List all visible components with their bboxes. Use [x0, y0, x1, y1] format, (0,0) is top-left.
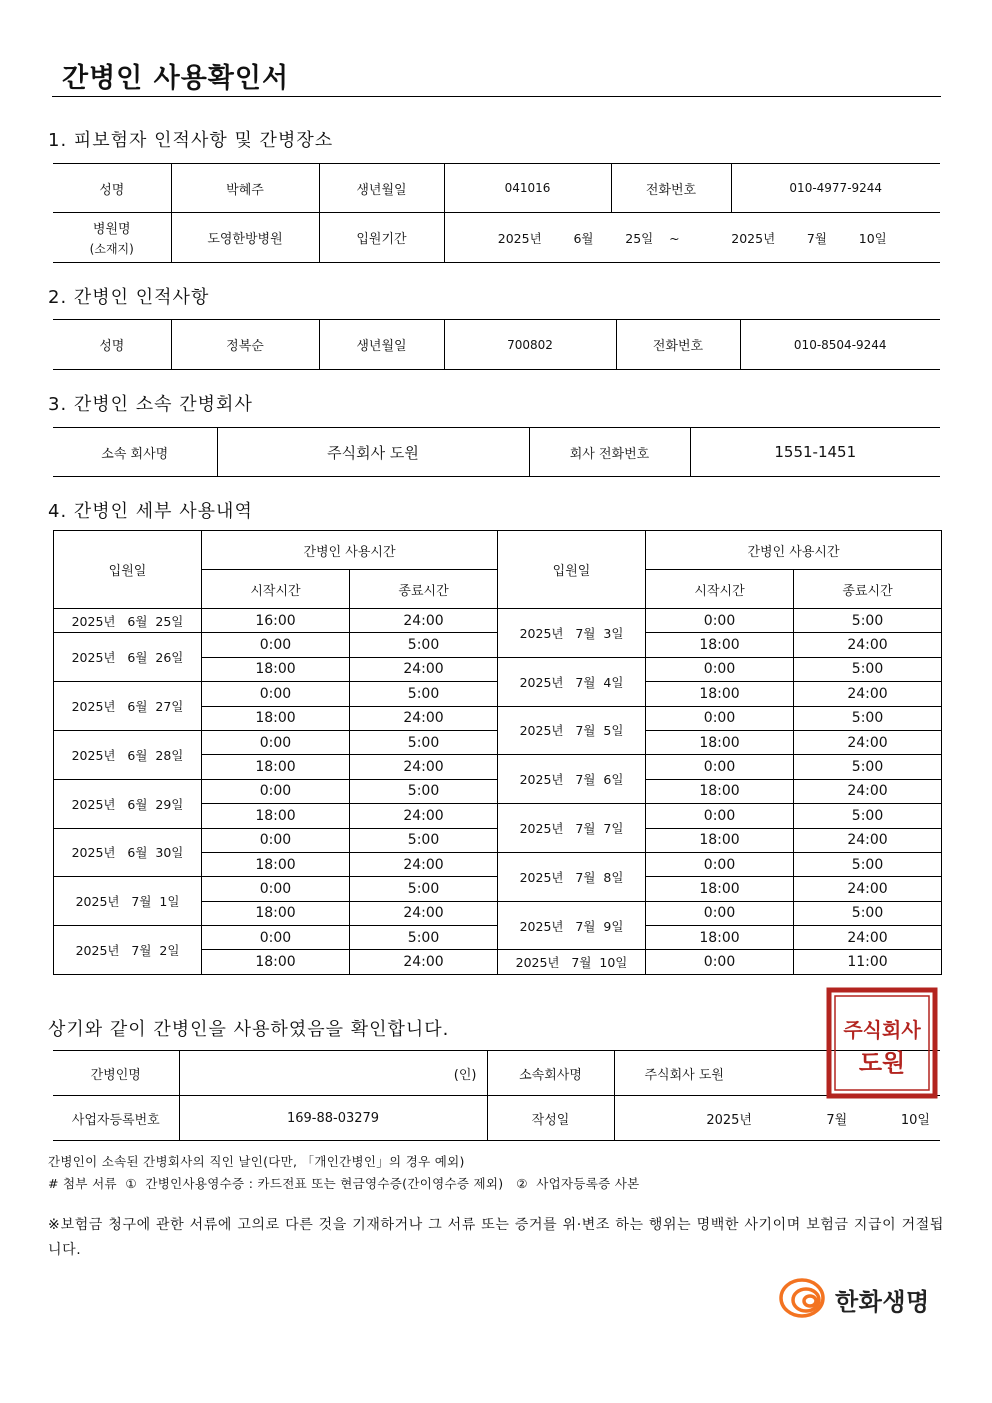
right-start-time: 0:00	[646, 901, 794, 925]
left-end-time: 24:00	[350, 950, 498, 974]
right-start-time: 18:00	[646, 730, 794, 754]
left-start-time: 0:00	[202, 682, 350, 706]
left-end-time: 5:00	[350, 682, 498, 706]
right-start-time: 0:00	[646, 950, 794, 974]
right-start-time: 0:00	[646, 852, 794, 876]
document-title: 간병인 사용확인서	[62, 63, 290, 94]
bizno-value: 169-88-03279	[179, 1096, 487, 1141]
confirmation-statement: 상기와 같이 간병인을 사용하였음을 확인합니다.	[48, 1019, 450, 1040]
right-end-time: 5:00	[794, 901, 942, 925]
left-start-time: 0:00	[202, 877, 350, 901]
hanwha-logo-text: 한화생명	[835, 1288, 930, 1316]
right-start-time: 0:00	[646, 609, 794, 633]
affiliation-company: 주식회사 도원	[614, 1051, 940, 1096]
left-start-time: 18:00	[202, 950, 350, 974]
right-end-time: 24:00	[794, 633, 942, 657]
right-admission-date: 2025년 7월 4일	[498, 657, 646, 706]
right-end-time: 5:00	[794, 706, 942, 730]
period-label: 입원기간	[319, 213, 444, 263]
left-start-time: 18:00	[202, 755, 350, 779]
left-start-time: 18:00	[202, 804, 350, 828]
right-start-time: 18:00	[646, 682, 794, 706]
company-name: 주식회사 도원	[217, 428, 529, 477]
right-end-time: 5:00	[794, 852, 942, 876]
caregiver-phone: 010-8504-9244	[740, 320, 940, 370]
left-end-time: 5:00	[350, 730, 498, 754]
right-end-time: 24:00	[794, 828, 942, 852]
right-end-time: 24:00	[794, 877, 942, 901]
company-name-label: 소속 회사명	[53, 428, 217, 477]
left-end-time: 24:00	[350, 852, 498, 876]
right-end-time: 11:00	[794, 950, 942, 974]
right-date-header: 입원일	[498, 531, 646, 609]
company-phone-label: 회사 전화번호	[529, 428, 690, 477]
caregiver-phone-label: 전화번호	[616, 320, 740, 370]
left-start-time: 0:00	[202, 926, 350, 950]
left-end-time: 5:00	[350, 877, 498, 901]
left-start-time: 18:00	[202, 706, 350, 730]
left-start-time: 18:00	[202, 657, 350, 681]
left-start-header: 시작시간	[202, 570, 350, 609]
section1-heading: 1. 피보험자 인적사항 및 간병장소	[48, 130, 334, 151]
right-end-time: 24:00	[794, 682, 942, 706]
insured-name: 박혜주	[171, 164, 319, 213]
written-date: 2025년 7월 10일	[614, 1096, 940, 1141]
bizno-label: 사업자등록번호	[53, 1096, 179, 1141]
insured-name-label: 성명	[53, 164, 171, 213]
left-time-header: 간병인 사용시간	[202, 531, 498, 570]
right-end-time: 5:00	[794, 657, 942, 681]
left-end-time: 24:00	[350, 657, 498, 681]
right-start-time: 0:00	[646, 657, 794, 681]
section2-heading: 2. 간병인 인적사항	[48, 287, 210, 308]
right-admission-date: 2025년 7월 3일	[498, 609, 646, 658]
right-admission-date: 2025년 7월 7일	[498, 804, 646, 853]
written-date-label: 작성일	[487, 1096, 614, 1141]
right-end-header: 종료시간	[794, 570, 942, 609]
affiliation-label: 소속회사명	[487, 1051, 614, 1096]
note-attachments: # 첨부 서류 ① 간병인사용영수증 : 카드전표 또는 현금영수증(간이영수증 제외) ② 사업자등록증 사본	[48, 1176, 640, 1191]
fraud-warning: ※보험금 청구에 관한 서류에 고의로 다른 것을 기재하거나 그 서류 또는 증거를 위·변조 하는 행위는 명백한 사기이며 보험금 지급이 거절됩니다.	[48, 1217, 944, 1258]
right-start-time: 0:00	[646, 706, 794, 730]
left-start-time: 18:00	[202, 901, 350, 925]
left-admission-date: 2025년 6월 25일	[54, 609, 202, 633]
left-start-time: 0:00	[202, 730, 350, 754]
left-admission-date: 2025년 6월 30일	[54, 828, 202, 877]
title-divider	[52, 96, 941, 97]
left-admission-date: 2025년 6월 26일	[54, 633, 202, 682]
right-admission-date: 2025년 7월 9일	[498, 901, 646, 950]
hospital-sub-label: (소재지)	[89, 242, 134, 256]
table-row	[54, 609, 942, 633]
left-end-time: 5:00	[350, 926, 498, 950]
company-phone: 1551-1451	[690, 428, 940, 477]
caregiver-birth-label: 생년월일	[319, 320, 444, 370]
left-end-time: 5:00	[350, 633, 498, 657]
right-start-time: 0:00	[646, 804, 794, 828]
insured-birth: 041016	[444, 164, 611, 213]
right-start-time: 18:00	[646, 926, 794, 950]
note-seal-requirement: 간병인이 소속된 간병회사의 직인 날인(다만, 「개인간병인」의 경우 예외)	[48, 1154, 465, 1169]
right-admission-date: 2025년 7월 10일	[498, 950, 646, 974]
insured-phone-label: 전화번호	[611, 164, 731, 213]
seal-text-line2: 도원	[858, 1048, 906, 1077]
right-end-time: 5:00	[794, 609, 942, 633]
insured-birth-label: 생년월일	[319, 164, 444, 213]
left-end-time: 5:00	[350, 779, 498, 803]
left-end-time: 24:00	[350, 804, 498, 828]
hanwha-logo-mark-icon	[781, 1280, 823, 1316]
right-time-header: 간병인 사용시간	[646, 531, 942, 570]
right-start-header: 시작시간	[646, 570, 794, 609]
right-start-time: 18:00	[646, 779, 794, 803]
section4-heading: 4. 간병인 세부 사용내역	[48, 501, 253, 522]
caregiver-signature-label: 간병인명	[53, 1051, 179, 1096]
left-admission-date: 2025년 6월 27일	[54, 682, 202, 731]
left-end-time: 24:00	[350, 609, 498, 633]
right-end-time: 5:00	[794, 755, 942, 779]
caregiver-birth: 700802	[444, 320, 616, 370]
right-admission-date: 2025년 7월 5일	[498, 706, 646, 755]
right-admission-date: 2025년 7월 6일	[498, 755, 646, 804]
insured-phone: 010-4977-9244	[731, 164, 940, 213]
left-date-header: 입원일	[54, 531, 202, 609]
left-start-time: 16:00	[202, 609, 350, 633]
right-admission-date: 2025년 7월 8일	[498, 852, 646, 901]
left-end-header: 종료시간	[350, 570, 498, 609]
caregiver-name: 정복순	[171, 320, 319, 370]
left-admission-date: 2025년 6월 29일	[54, 779, 202, 828]
left-start-time: 18:00	[202, 852, 350, 876]
left-end-time: 5:00	[350, 828, 498, 852]
caregiver-info-table	[53, 319, 940, 370]
right-start-time: 18:00	[646, 828, 794, 852]
hospital-label: 병원명	[92, 222, 131, 237]
left-end-time: 24:00	[350, 901, 498, 925]
left-end-time: 24:00	[350, 755, 498, 779]
confirmation-table	[53, 1050, 940, 1141]
seal-text-line1: 주식회사	[843, 1018, 921, 1042]
hospital-label-cell	[53, 213, 171, 263]
right-start-time: 18:00	[646, 633, 794, 657]
left-admission-date: 2025년 7월 1일	[54, 877, 202, 926]
section3-heading: 3. 간병인 소속 간병회사	[48, 394, 253, 415]
company-seal	[826, 987, 938, 1099]
right-end-time: 5:00	[794, 804, 942, 828]
admission-period: 2025년 6월 25일 ~ 2025년 7월 10일	[444, 213, 940, 263]
insured-info-table	[53, 163, 940, 263]
left-start-time: 0:00	[202, 633, 350, 657]
caregiver-schedule-table	[53, 530, 942, 975]
right-end-time: 24:00	[794, 730, 942, 754]
right-end-time: 24:00	[794, 926, 942, 950]
right-start-time: 0:00	[646, 755, 794, 779]
left-admission-date: 2025년 6월 28일	[54, 730, 202, 779]
left-start-time: 0:00	[202, 828, 350, 852]
seal-border	[829, 990, 935, 1096]
left-start-time: 0:00	[202, 779, 350, 803]
right-start-time: 18:00	[646, 877, 794, 901]
caregiver-name-label: 성명	[53, 320, 171, 370]
hospital-name: 도영한방병원	[171, 213, 319, 263]
left-admission-date: 2025년 7월 2일	[54, 926, 202, 975]
right-end-time: 24:00	[794, 779, 942, 803]
company-info-table	[53, 427, 940, 477]
left-end-time: 24:00	[350, 706, 498, 730]
seal-mark: (인)	[179, 1051, 487, 1096]
